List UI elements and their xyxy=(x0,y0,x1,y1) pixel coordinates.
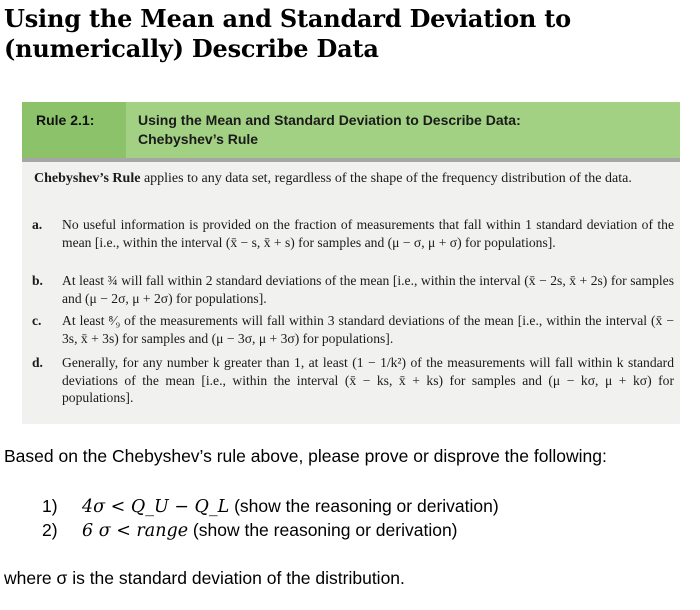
rule-header xyxy=(22,102,680,162)
item-label: c. xyxy=(32,313,42,328)
question-math: 6 σ < range xyxy=(82,521,189,541)
question-item-2 xyxy=(42,520,458,541)
rule-item-a xyxy=(32,216,674,251)
rule-item-c xyxy=(32,312,674,347)
rule-number: Rule 2.1: xyxy=(36,112,95,128)
footer-note: where σ is the standard deviation of the distribution. xyxy=(4,568,405,588)
item-label: a. xyxy=(32,217,43,232)
rule-intro-bold: Chebyshev’s Rule xyxy=(34,171,141,186)
rule-title-line1: Using the Mean and Standard Deviation to Describe Data: xyxy=(138,112,521,128)
question-number: 1) xyxy=(42,496,58,516)
item-text: At least ¾ will fall within 2 standard deviations of the mean [i.e., within the interval (x̄ − 2s, x̄ + 2s) for samples and (μ − 2σ, μ + 2σ) for populations]. xyxy=(62,273,674,306)
item-label: d. xyxy=(32,355,43,370)
question-text: (show the reasoning or derivation) xyxy=(229,496,499,516)
rule-body xyxy=(22,162,680,424)
rule-title-line2: Chebyshev’s Rule xyxy=(138,131,259,147)
question-item-1 xyxy=(42,496,499,517)
item-text: No useful information is provided on the fraction of measurements that fall within 1 standard deviation of the mean [i.e., within the interval (x̄ − s, x̄ + s) for samples and (μ − σ, μ + σ) for populations]. xyxy=(62,217,674,250)
question-intro: Based on the Chebyshev’s rule above, please prove or disprove the following: xyxy=(4,446,607,466)
item-label: b. xyxy=(32,273,43,288)
page-title: Using the Mean and Standard Deviation to (numerically) Describe Data xyxy=(4,4,571,63)
rule-intro xyxy=(34,170,674,188)
question-number: 2) xyxy=(42,520,58,540)
rule-title xyxy=(126,102,680,158)
item-text: Generally, for any number k greater than 1, at least (1 − 1/k²) of the measurements will fall within k standard deviations of the mean [i.e., within the interval (x̄ − ks, x̄ + ks) for samples and (μ − kσ, μ + kσ) for populations]. xyxy=(62,355,674,406)
question-text: (show the reasoning or derivation) xyxy=(188,520,458,540)
item-text: At least ⁸⁄₉ of the measurements will fall within 3 standard deviations of the mean [i.e., within the interval (x̄ − 3s, x̄ + 3s) for samples and (μ − 3σ, μ + 3σ) for populations]. xyxy=(62,313,674,346)
rule-intro-text: applies to any data set, regardless of the shape of the frequency distribution of the data. xyxy=(140,171,632,186)
question-math: 4σ < Q_U − Q_L xyxy=(82,497,230,517)
rule-item-b xyxy=(32,272,674,307)
rule-item-d xyxy=(32,354,674,407)
